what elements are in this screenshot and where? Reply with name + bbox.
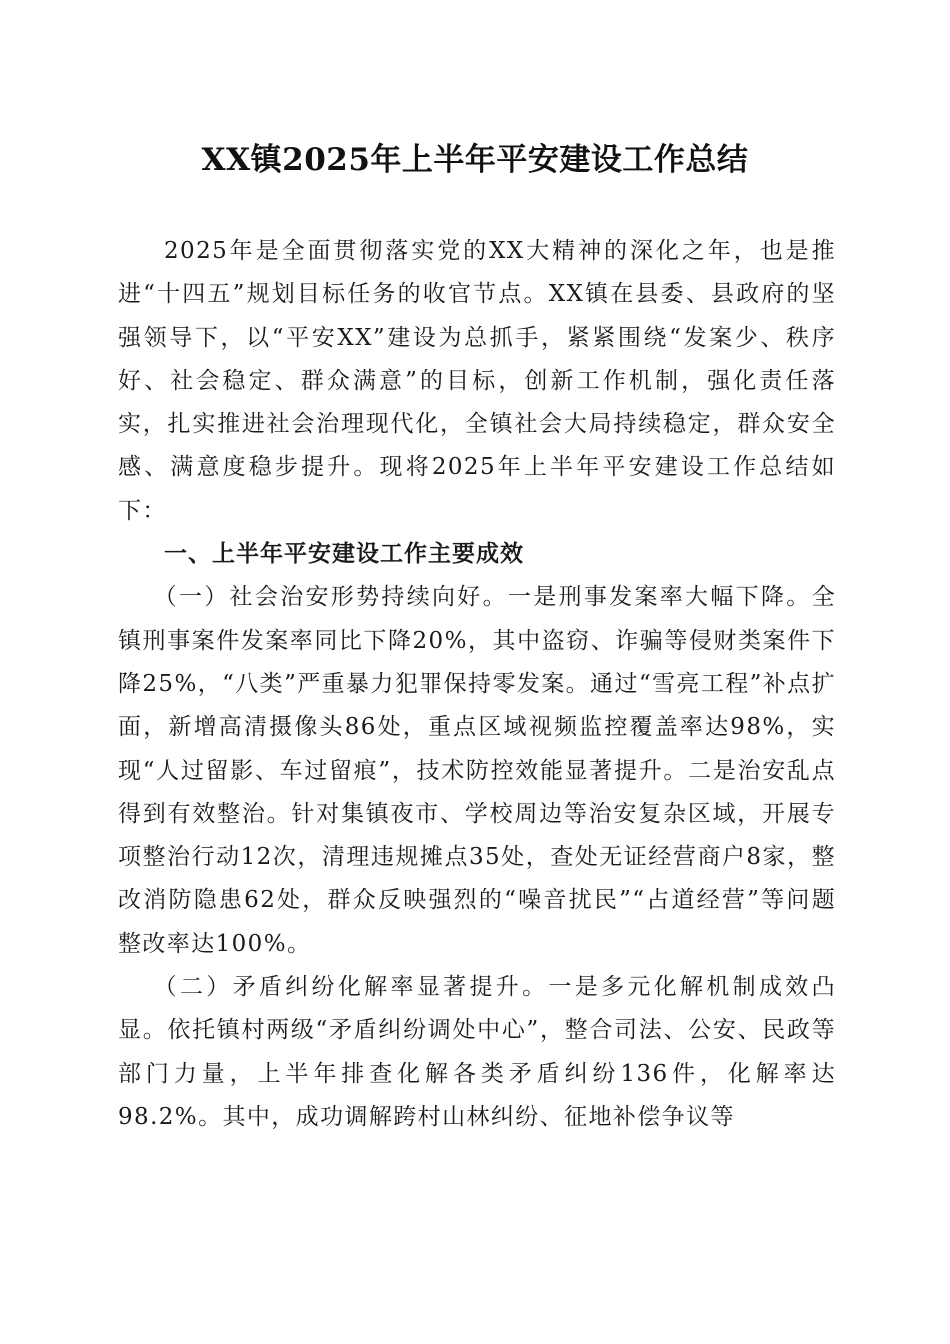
section-heading: 一、上半年平安建设工作主要成效 — [164, 541, 524, 568]
document-body — [118, 230, 836, 1139]
document-title: XX镇2025年上半年平安建设工作总结 — [201, 142, 749, 178]
subsection-paragraph-dispute-resolution: （二）矛盾纠纷化解率显著提升。一是多元化解机制成效凸显。依托镇村两级“矛盾纠纷调处中心”，整合司法、公安、民政等部门力量，上半年排查化解各类矛盾纠纷136件，化解率达98.2%。其中，成功调解跨村山林纠纷、征地补偿争议等 — [118, 974, 836, 1130]
intro-paragraph: 2025年是全面贯彻落实党的XX大精神的深化之年，也是推进“十四五”规划目标任务的收官节点。XX镇在县委、县政府的坚强领导下，以“平安XX”建设为总抓手，紧紧围绕“发案少、秩序好、社会稳定、群众满意”的目标，创新工作机制，强化责任落实，扎实推进社会治理现代化，全镇社会大局持续稳定，群众安全感、满意度稳步提升。现将2025年上半年平安建设工作总结如下： — [118, 238, 836, 524]
subsection-paragraph-public-security: （一）社会治安形势持续向好。一是刑事发案率大幅下降。全镇刑事案件发案率同比下降20%，其中盗窃、诈骗等侵财类案件下降25%，“八类”严重暴力犯罪保持零发案。通过“雪亮工程”补点扩面，新增高清摄像头86处，重点区域视频监控覆盖率达98%，实现“人过留影、车过留痕”，技术防控效能显著提升。二是治安乱点得到有效整治。针对集镇夜市、学校周边等治安复杂区域，开展专项整治行动12次，清理违规摊点35处，查处无证经营商户8家，整改消防隐患62处，群众反映强烈的“噪音扰民”“占道经营”等问题整改率达100%。 — [118, 584, 836, 957]
